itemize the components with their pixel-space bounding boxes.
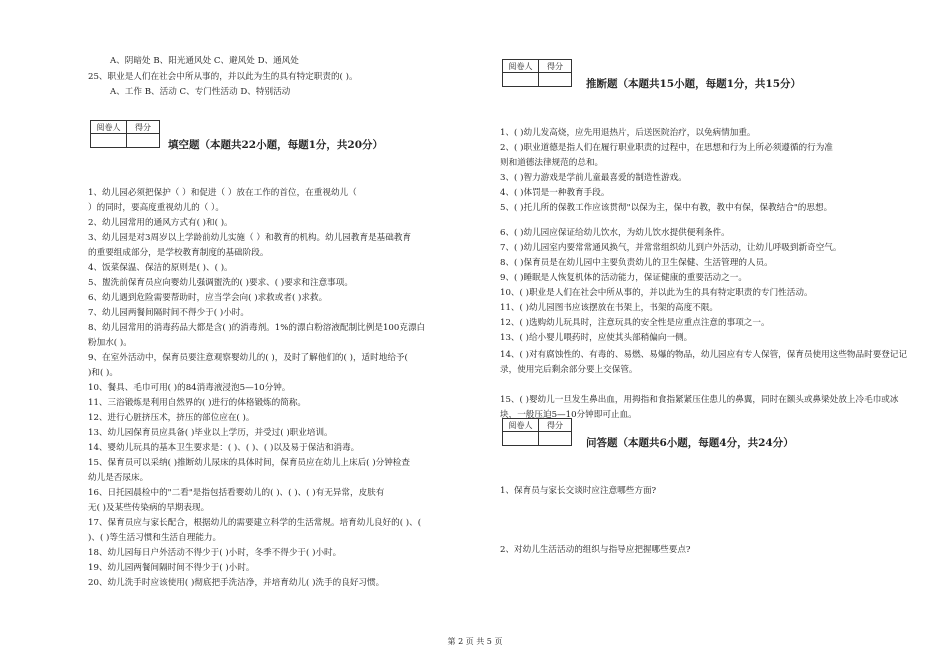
judge-line: 5、( )托儿所的保教工作应该贯彻"以保为主，保中有教，教中有保，保教结合"的思想。 (500, 203, 833, 213)
fill-line: 幼儿是否尿床。 (88, 473, 149, 483)
fill-line: 14、婴幼儿玩具的基本卫生要求是：( )、( )、( )以及易于保洁和消毒。 (88, 443, 360, 453)
score-cell (127, 134, 159, 147)
judge-line: 6、( )幼儿园应保证给幼儿饮水，为幼儿饮水提供便利条件。 (500, 228, 730, 238)
reviewer-cell (503, 432, 539, 445)
fill-line: 7、幼儿园两餐间隔时间不得少于( )小时。 (88, 308, 249, 318)
reviewer-cell (91, 134, 127, 147)
fill-line: 12、进行心脏挤压术，挤压的部位应在( )。 (88, 413, 255, 423)
q25-options: A、工作 B、活动 C、专门性活动 D、特别活动 (110, 87, 291, 97)
score-cell (539, 73, 571, 86)
fill-line: ）的同时，要高度重视幼儿的（ ）。 (88, 203, 224, 213)
judge-score-box (502, 59, 572, 87)
fill-line: )、( )等生活习惯和生活自理能力。 (88, 533, 222, 543)
judge-line: 3、( )智力游戏是学前儿童最喜爱的制造性游戏。 (500, 173, 687, 183)
fill-line: 11、三浴锻炼是利用自然界的( )进行的体格锻炼的简称。 (88, 398, 307, 408)
fill-line: 4、饭菜保温、保洁的原则是( )、( )。 (88, 263, 233, 273)
reviewer-label: 阅卷人 (503, 60, 539, 73)
fill-section-title: 填空题（本题共22小题，每题1分，共20分） (168, 139, 384, 151)
score-label: 得分 (127, 121, 159, 134)
fill-line: 8、幼儿园常用的消毒药品大都是含( )的消毒剂。1%的漂白粉溶液配制比例是100克漂白 (88, 323, 426, 333)
judge-line: 则和道德法律规范的总和。 (500, 158, 604, 168)
judge-section-title: 推断题（本题共15小题，每题1分，共15分） (586, 78, 802, 90)
fill-line: 17、保育员应与家长配合，根据幼儿的需要建立科学的生活常规。培育幼儿良好的( )、( (88, 518, 422, 528)
fill-line: 15、保育员可以采纳( )推断幼儿尿床的具体时间，保育员应在幼儿上床后( )分钟检查 (88, 458, 410, 468)
qa-question-2: 2、对幼儿生活活动的组织与指导应把握哪些要点? (500, 545, 691, 555)
q24-options: A、阴暗处 B、阳光通风处 C、避风处 D、通风处 (110, 56, 299, 66)
fill-line: )和( )。 (88, 368, 118, 378)
qa-score-box (502, 418, 572, 446)
reviewer-cell (503, 73, 539, 86)
fill-line: 6、幼儿遇到危险需要帮助时，应当学会向( )求救或者( )求救。 (88, 293, 328, 303)
judge-line: 10、( )职业是人们在社会中所从事的，并以此为生的具有特定职责的专门性活动。 (500, 288, 813, 298)
judge-line: 4、( )体罚是一种教育手段。 (500, 188, 610, 198)
fill-line: 20、幼儿洗手时应该使用( )彻底把手洗洁净，并培育幼儿( )洗手的良好习惯。 (88, 578, 385, 588)
judge-line: 13、( )给小婴儿喂药时，应使其头部稍偏向一侧。 (500, 333, 693, 343)
fill-line: 18、幼儿园每日户外活动不得少于( )小时，冬季不得少于( )小时。 (88, 548, 342, 558)
qa-section-title: 问答题（本题共6小题，每题4分，共24分） (586, 437, 794, 449)
fill-line: 3、幼儿园是对3周岁以上学龄前幼儿实施（ ）和教育的机构。幼儿园教育是基础教育 (88, 233, 412, 243)
fill-line: 19、幼儿园两餐间隔时间不得少于( )小时。 (88, 563, 255, 573)
fill-line: 无( )及某些传染病的早期表现。 (88, 503, 210, 513)
fill-line: 13、幼儿园保育员应具备( )毕业以上学历，并受过( )职业培训。 (88, 428, 333, 438)
judge-line: 2、( )职业道德是指人们在履行职业职责的过程中，在思想和行为上所必须遵循的行为准 (500, 143, 833, 153)
judge-line: 11、( )幼儿园图书应该摆放在书架上，书架的高度不限。 (500, 303, 719, 313)
judge-line: 15、( )婴幼儿一旦发生鼻出血，用拇指和食指紧紧压住患儿的鼻翼，同时在额头或鼻梁处放上冷毛巾或冰块，一般压迫5—10分钟即可止血。 (500, 395, 899, 420)
page-footer: 第 2 页 共 5 页 (447, 637, 503, 646)
fill-line: 9、在室外活动中，保育员要注意观察婴幼儿的( )，及时了解他们的( )，适时地给予( (88, 353, 408, 363)
fill-line: 的重要组成部分，是学校教育制度的基础阶段。 (88, 248, 269, 258)
judge-line: 14、( )对有腐蚀性的、有毒的、易燃、易爆的物品，幼儿园应有专人保管，保育员使用这些物品时要登记记录，使用完后剩余部分要上交保管。 (500, 350, 908, 375)
score-label: 得分 (539, 60, 571, 73)
fill-line: 1、幼儿园必须把保护（ ）和促进（ ）放在工作的首位，在重视幼儿（ (88, 188, 357, 198)
score-label: 得分 (539, 419, 571, 432)
fill-score-box (90, 120, 160, 148)
fill-line: 2、幼儿园常用的通风方式有( )和( )。 (88, 218, 233, 228)
judge-line: 8、( )保育员是在幼儿园中主要负责幼儿的卫生保健、生活管理的人员。 (500, 258, 773, 268)
fill-line: 10、餐具、毛巾可用( )的84消毒液浸泡5—10分钟。 (88, 383, 291, 393)
judge-line: 7、( )幼儿园室内要常常通风换气，并常常组织幼儿到户外活动，让幼儿呼吸到新奇空气。 (500, 243, 842, 253)
fill-line: 16、日托园晨检中的"二看"是指包括看婴幼儿的( )、( )、( )有无异常，皮肤有 (88, 488, 385, 498)
judge-line: 12、( )选购幼儿玩具时，注意玩具的安全性是应重点注意的事项之一。 (500, 318, 770, 328)
judge-line: 9、( )睡眠是人恢复机体的活动能力，保证健康的重要活动之一。 (500, 273, 747, 283)
reviewer-label: 阅卷人 (503, 419, 539, 432)
fill-line: 粉加水( )。 (88, 338, 132, 348)
q25-question: 25、职业是人们在社会中所从事的，并以此为生的具有特定职责的( )。 (88, 72, 358, 82)
qa-question-1: 1、保育员与家长交谈时应注意哪些方面? (500, 486, 657, 496)
fill-line: 5、盥洗前保育员应向婴幼儿强调盥洗的( )要求、( )要求和注意事项。 (88, 278, 353, 288)
judge-line: 1、( )幼儿发高烧，应先用退热片，后送医院治疗，以免病情加重。 (500, 128, 756, 138)
reviewer-label: 阅卷人 (91, 121, 127, 134)
score-cell (539, 432, 571, 445)
